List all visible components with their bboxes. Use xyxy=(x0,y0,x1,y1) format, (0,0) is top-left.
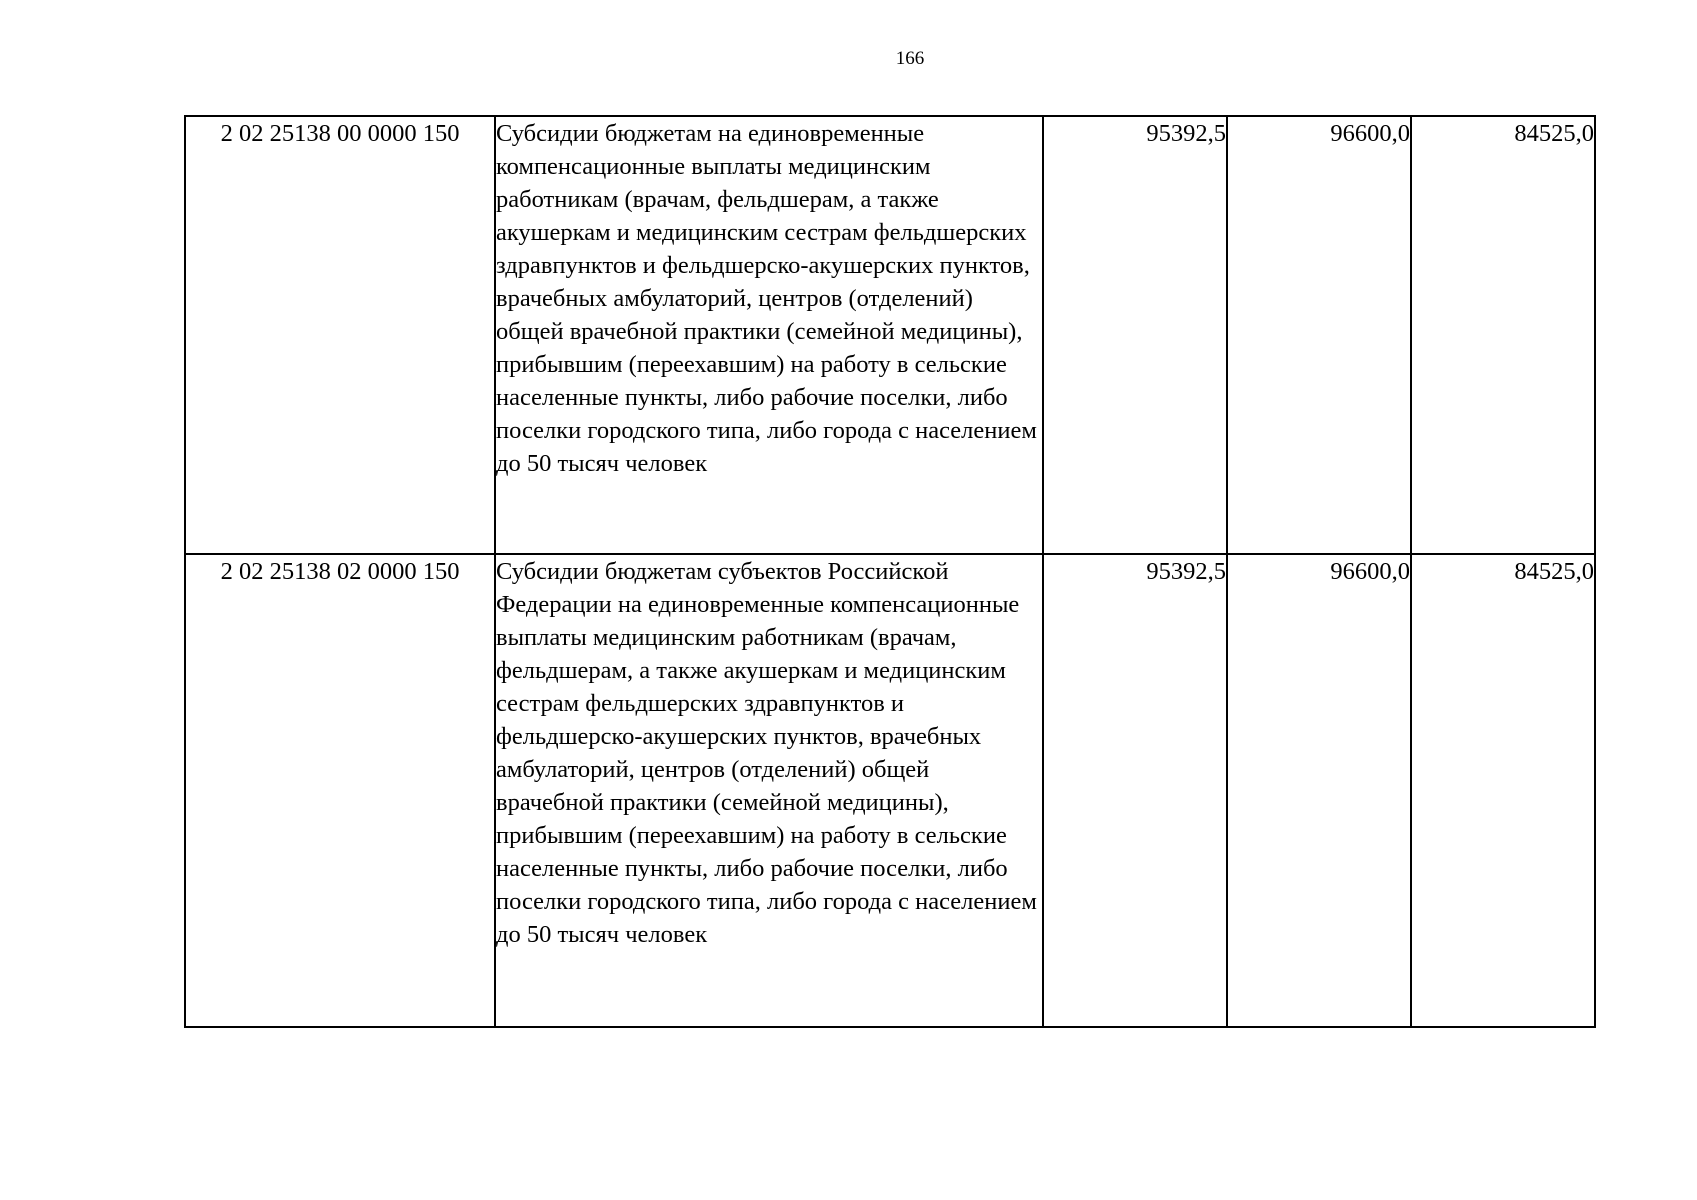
table-row xyxy=(185,116,1595,554)
value-cell-3: 84525,0 xyxy=(1411,116,1595,554)
value-cell-1: 95392,5 xyxy=(1043,554,1227,1027)
budget-code-cell: 2 02 25138 00 0000 150 xyxy=(185,116,495,554)
page-number: 166 xyxy=(895,48,925,69)
budget-description-cell: Субсидии бюджетам на единовременные компенсационные выплаты медицинским работникам (врачам, фельдшерам, а также акушеркам и медицинским сестрам фельдшерских здравпунктов и фельдшерско-акушерских пунктов, врачебных амбулаторий, центров (отделений) общей врачебной практики (семейной медицины), прибывшим (переехавшим) на работу в сельские населенные пункты, либо рабочие поселки, либо поселки городского типа, либо города с населением до 50 тысяч человек xyxy=(495,116,1043,554)
budget-table xyxy=(184,115,1596,1028)
value-cell-1: 95392,5 xyxy=(1043,116,1227,554)
value-cell-3: 84525,0 xyxy=(1411,554,1595,1027)
budget-description-cell: Субсидии бюджетам субъектов Российской Федерации на единовременные компенсационные выплаты медицинским работникам (врачам, фельдшерам, а также акушеркам и медицинским сестрам фельдшерских здравпунктов и фельдшерско-акушерских пунктов, врачебных амбулаторий, центров (отделений) общей врачебной практики (семейной медицины), прибывшим (переехавшим) на работу в сельские населенные пункты, либо рабочие поселки, либо поселки городского типа, либо города с населением до 50 тысяч человек xyxy=(495,554,1043,1027)
table-row xyxy=(185,554,1595,1027)
budget-code-cell: 2 02 25138 02 0000 150 xyxy=(185,554,495,1027)
value-cell-2: 96600,0 xyxy=(1227,554,1411,1027)
value-cell-2: 96600,0 xyxy=(1227,116,1411,554)
